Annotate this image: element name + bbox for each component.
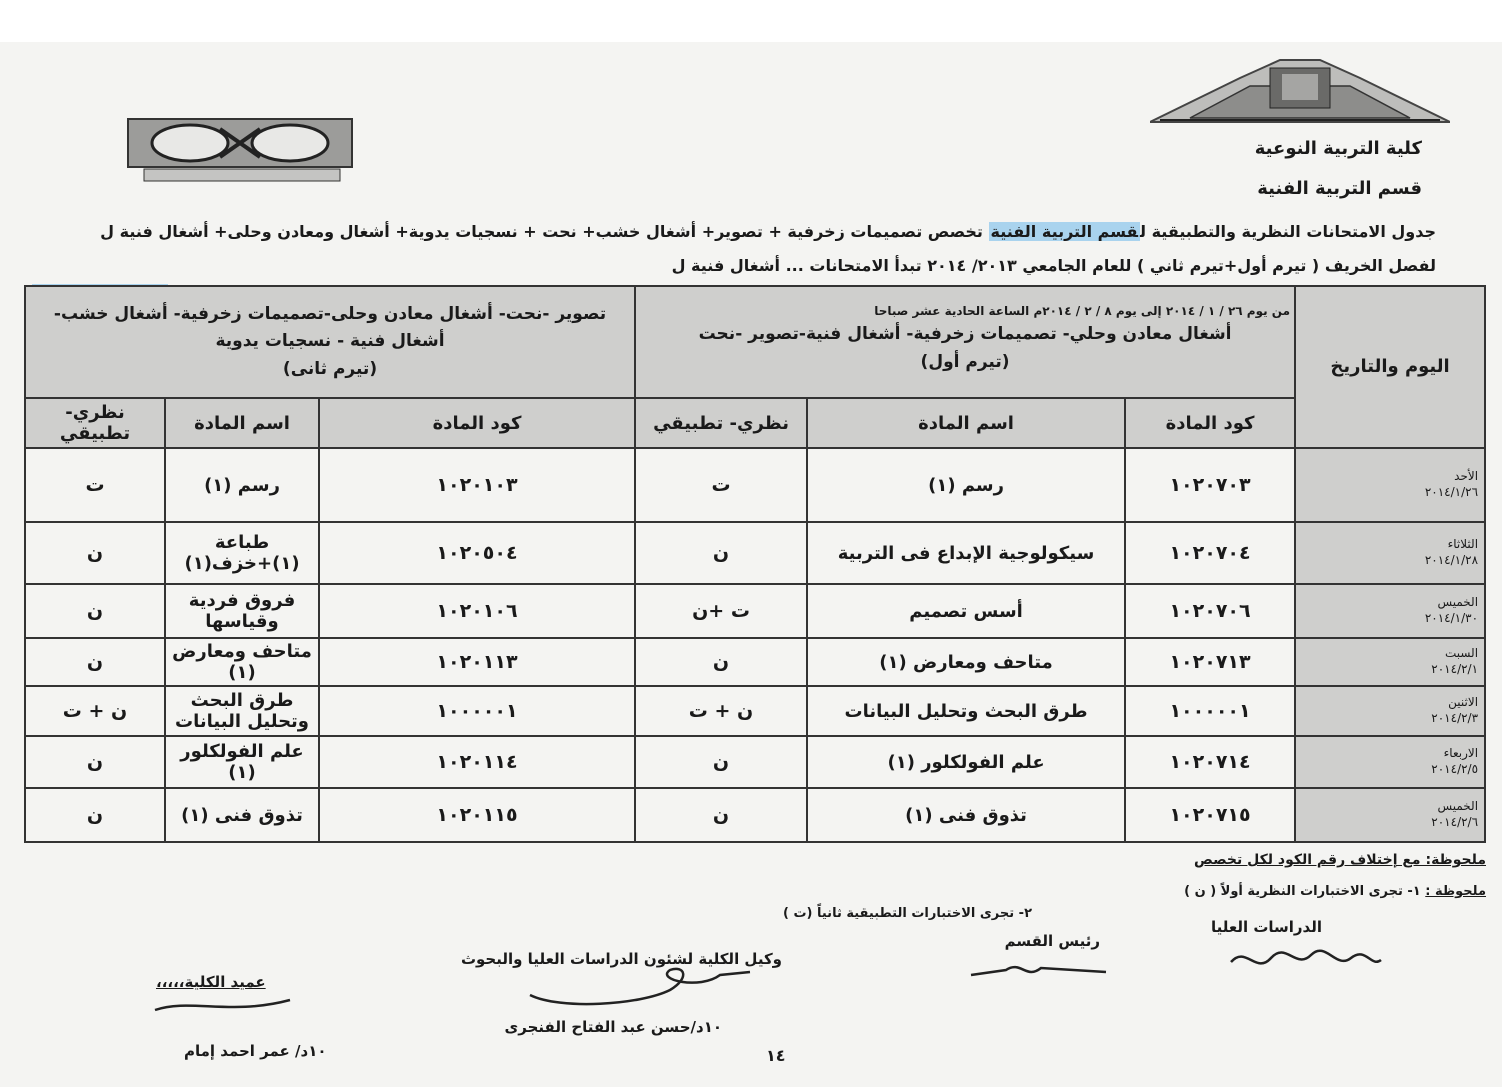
subject-cell: فروق فردية وقياسها: [165, 584, 319, 638]
day-cell: الاربعاء ٢٠١٤/٢/٥: [1295, 736, 1485, 788]
group1-header: [635, 286, 1295, 398]
col-type-2: نظري- تطبيقي: [25, 398, 165, 448]
faculty-logo: [120, 115, 360, 183]
type-cell: ت +ن: [635, 584, 807, 638]
col-code-1: كود المادة: [1125, 398, 1295, 448]
dean-label: عميد الكلية،،،،،: [156, 973, 266, 991]
note-label: ملحوظة :: [1425, 884, 1486, 899]
note-1-text: ١- تجرى الاختبارات النظرية أولاً ( ن ): [1184, 884, 1421, 899]
table-row: [25, 522, 1485, 584]
code-cell: ١٠٢٠٧٠٦: [1125, 584, 1295, 638]
subject-cell: طباعة (١)+خزف(١): [165, 522, 319, 584]
dean-signature: [150, 990, 300, 1020]
day-date-header: اليوم والتاريخ: [1295, 286, 1485, 448]
type-cell: ن + ت: [25, 686, 165, 736]
vice-dean-signature: [520, 960, 780, 1010]
code-cell: ١٠٢٠١١٥: [319, 788, 635, 842]
table-row: [25, 584, 1485, 638]
group1-term: (تيرم أول): [920, 351, 1010, 372]
faculty-name: كلية التربية النوعية: [1254, 138, 1422, 159]
type-cell: ن: [25, 736, 165, 788]
day-cell: السبت ٢٠١٤/٢/١: [1295, 638, 1485, 686]
type-cell: ن: [25, 522, 165, 584]
day-cell: الخميس ٢٠١٤/١/٣٠: [1295, 584, 1485, 638]
vice-dean-name: ١٠د/حسن عبد الفتاح الفنجرى: [504, 1018, 722, 1036]
grad-studies-label: الدراسات العليا: [1210, 918, 1322, 936]
subject-cell: متاحف ومعارض (١): [807, 638, 1125, 686]
subject-cell: طرق البحث وتحليل البيانات: [807, 686, 1125, 736]
table-row: [25, 638, 1485, 686]
table-row: [25, 788, 1485, 842]
day-cell: الثلاثاء ٢٠١٤/١/٢٨: [1295, 522, 1485, 584]
type-cell: ت: [635, 448, 807, 522]
code-cell: ١٠٢٠٧٠٤: [1125, 522, 1295, 584]
table-row: [25, 448, 1485, 522]
type-cell: ن: [25, 584, 165, 638]
code-cell: ١٠٢٠١٠٣: [319, 448, 635, 522]
day-cell: الأحد ٢٠١٤/١/٢٦: [1295, 448, 1485, 522]
department-name: قسم التربية الفنية: [1257, 178, 1422, 199]
col-code-2: كود المادة: [319, 398, 635, 448]
col-name-2: اسم المادة: [165, 398, 319, 448]
dean-name: ١٠د/ عمر احمد إمام: [184, 1042, 327, 1060]
dept-head-signature: [966, 950, 1116, 986]
code-cell: ١٠٢٠١١٤: [319, 736, 635, 788]
vice-dean-label: وكيل الكلية لشئون الدراسات العليا والبحوث: [460, 950, 782, 968]
col-name-1: اسم المادة: [807, 398, 1125, 448]
code-cell: ١٠٢٠٧١٥: [1125, 788, 1295, 842]
subject-cell: متاحف ومعارض (١): [165, 638, 319, 686]
subject-cell: علم الفولكلور (١): [165, 736, 319, 788]
subject-cell: تذوق فنى (١): [165, 788, 319, 842]
table-row: [25, 686, 1485, 736]
code-cell: ١٠٢٠١٠٦: [319, 584, 635, 638]
page-number: ١٤: [766, 1046, 786, 1065]
subject-cell: رسم (١): [807, 448, 1125, 522]
day-cell: الخميس ٢٠١٤/٢/٦: [1295, 788, 1485, 842]
title-suffix: تخصص تصميمات زخرفية + تصوير+ أشغال خشب+ نحت + نسجيات يدوية+ أشغال ومعادن وحلى+ أشغال فنية ل: [100, 222, 989, 241]
day-cell: الاثنين ٢٠١٤/٢/٣: [1295, 686, 1485, 736]
code-cell: ١٠٢٠٧١٣: [1125, 638, 1295, 686]
code-cell: ١٠٢٠٧١٤: [1125, 736, 1295, 788]
code-cell: ١٠٢٠٧٠٣: [1125, 448, 1295, 522]
type-cell: ن: [635, 788, 807, 842]
code-cell: ١٠٢٠٥٠٤: [319, 522, 635, 584]
code-note: ملحوظة: مع إختلاف رقم الكود لكل تخصص: [1194, 852, 1486, 868]
type-cell: ن: [635, 638, 807, 686]
stage-line: [672, 256, 1436, 275]
code-cell: ١٠٠٠٠٠١: [319, 686, 635, 736]
subject-cell: رسم (١): [165, 448, 319, 522]
subject-cell: أسس تصميم: [807, 584, 1125, 638]
subject-cell: علم الفولكلور (١): [807, 736, 1125, 788]
schedule-title: [100, 222, 1436, 241]
note-1: [1184, 884, 1486, 899]
exam-schedule-table: [24, 285, 1486, 843]
group1-title: أشغال معادن وحلي- تصميمات زخرفية- أشغال فنية-تصوير -نحت: [698, 324, 1232, 345]
subject-cell: تذوق فنى (١): [807, 788, 1125, 842]
code-cell: ١٠٢٠١١٣: [319, 638, 635, 686]
type-cell: ن: [25, 788, 165, 842]
title-prefix: جدول الامتحانات النظرية والتطبيقية ل: [1140, 222, 1436, 241]
group2-title: تصوير -نحت- أشغال معادن وحلى-تصميمات زخرفية- أشغال خشب- أشغال فنية - نسجيات يدوية: [53, 304, 607, 352]
table-row: [25, 736, 1485, 788]
university-logo: [1150, 58, 1450, 124]
dept-head-label: رئيس القسم: [1004, 932, 1100, 950]
subject-cell: طرق البحث وتحليل البيانات: [165, 686, 319, 736]
type-cell: ن: [635, 736, 807, 788]
grad-studies-signature: [1226, 940, 1386, 980]
code-cell: ١٠٠٠٠٠١: [1125, 686, 1295, 736]
date-line: من يوم ٢٦ / ١ / ٢٠١٤ إلى يوم ٨ / ٢ / ٢٠١٤م الساعة الحادية عشر صباحا: [874, 304, 1291, 319]
stage-prefix: لفصل الخريف ( تيرم أول+تيرم ثاني ) للعام الجامعي ٢٠١٣/ ٢٠١٤ تبدأ الامتحانات ... أشغال فنية ل: [671, 256, 1436, 275]
group2-header: [25, 286, 635, 398]
group2-term: (تيرم ثانى): [282, 358, 378, 379]
type-cell: ن: [635, 522, 807, 584]
type-cell: ن: [25, 638, 165, 686]
note-2: ٢- تجرى الاختبارات التطبيقية ثانياً (ت ): [783, 906, 1032, 921]
subject-cell: سيكولوجية الإبداع فى التربية: [807, 522, 1125, 584]
type-cell: ن + ت: [635, 686, 807, 736]
col-type-1: نظري- تطبيقي: [635, 398, 807, 448]
title-highlight: قسم التربية الفنية: [990, 222, 1138, 241]
type-cell: ت: [25, 448, 165, 522]
